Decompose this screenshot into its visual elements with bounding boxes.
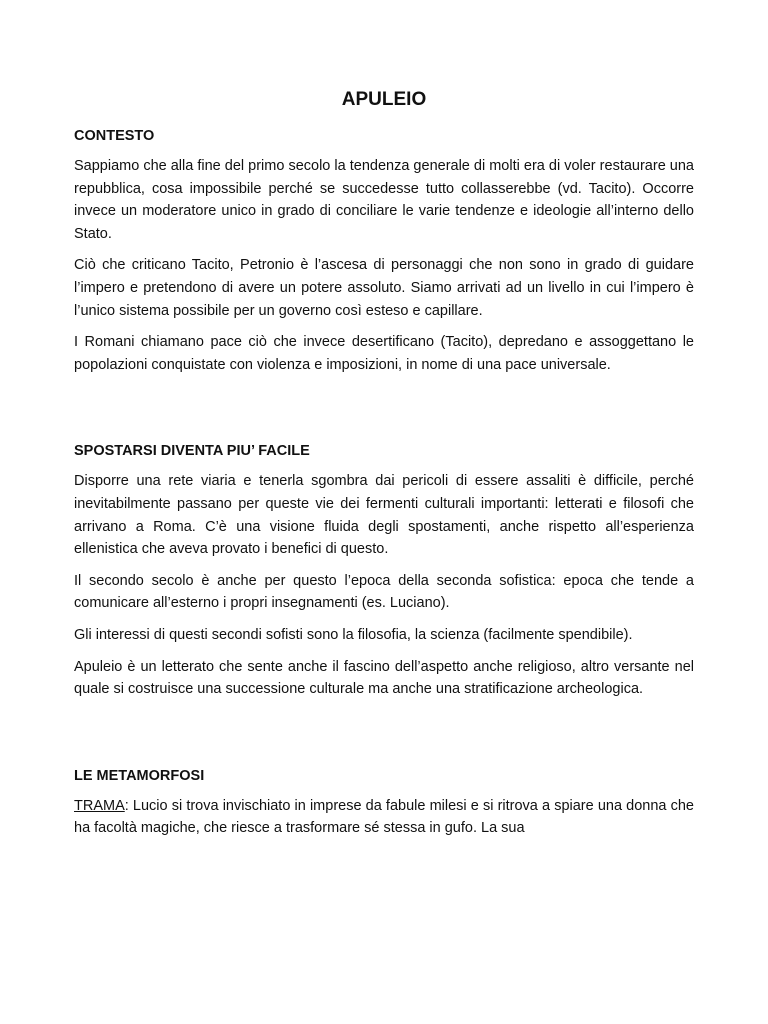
paragraph: Sappiamo che alla fine del primo secolo la tendenza generale di molti era di voler restaurare una repubblica, cosa impossibile perché se succedesse tutto collasserebbe (vd. Tacito). Occorre invece un moderatore unico in grado di conciliare le varie tendenze e ideologie all’interno dello Stato.	[74, 158, 694, 242]
section-heading-contesto: CONTESTO	[74, 128, 155, 144]
section-heading-spostarsi: SPOSTARSI DIVENTA PIU’ FACILE	[74, 443, 310, 460]
paragraph: Gli interessi di questi secondi sofisti sono la filosofia, la scienza (facilmente spendibile).	[74, 626, 633, 643]
document-body	[74, 88, 694, 849]
section-heading-metamorfosi: LE METAMORFOSI	[74, 767, 205, 784]
spacer	[74, 710, 694, 766]
paragraph: Il secondo secolo è anche per questo l’epoca della seconda sofistica: epoca che tende a comunicare all’esterno i propri insegnamenti (es. Luciano).	[74, 572, 694, 612]
paragraph: I Romani chiamano pace ciò che invece desertificano (Tacito), depredano e assoggettano le popolazioni conquistate con violenza e imposizioni, in nome di una pace universale.	[74, 334, 694, 373]
trama-paragraph	[74, 795, 694, 840]
spacer	[74, 385, 694, 441]
paragraph: Disporre una rete viaria e tenerla sgombra dai pericoli di essere assaliti è difficile, perché inevitabilmente passano per queste vie dei fermenti culturali importanti: letterati e filosofi che arrivano a Roma. C’è una visione fluida degli spostamenti, anche rispetto all’esperienza ellenistica che aveva provato i benefici di questo.	[74, 473, 694, 558]
page-title: APULEIO	[341, 89, 427, 110]
paragraph: Ciò che criticano Tacito, Petronio è l’ascesa di personaggi che non sono in grado di guidare l’impero e pretendono di avere un potere assoluto. Siamo arrivati ad un livello in cui l’impero è l’unico sistema possibile per un governo così esteso e capillare.	[74, 257, 694, 319]
trama-label: TRAMA	[74, 797, 125, 814]
trama-text: : Lucio si trova invischiato in imprese da fabule milesi e si ritrova a spiare una donna che ha facoltà magiche, che riesce a trasformare sé stessa in gufo. La sua	[74, 797, 694, 837]
paragraph: Apuleio è un letterato che sente anche il fascino dell’aspetto anche religioso, altro versante nel quale si costruisce una successione culturale ma anche una stratificazione archeologica.	[74, 658, 694, 698]
